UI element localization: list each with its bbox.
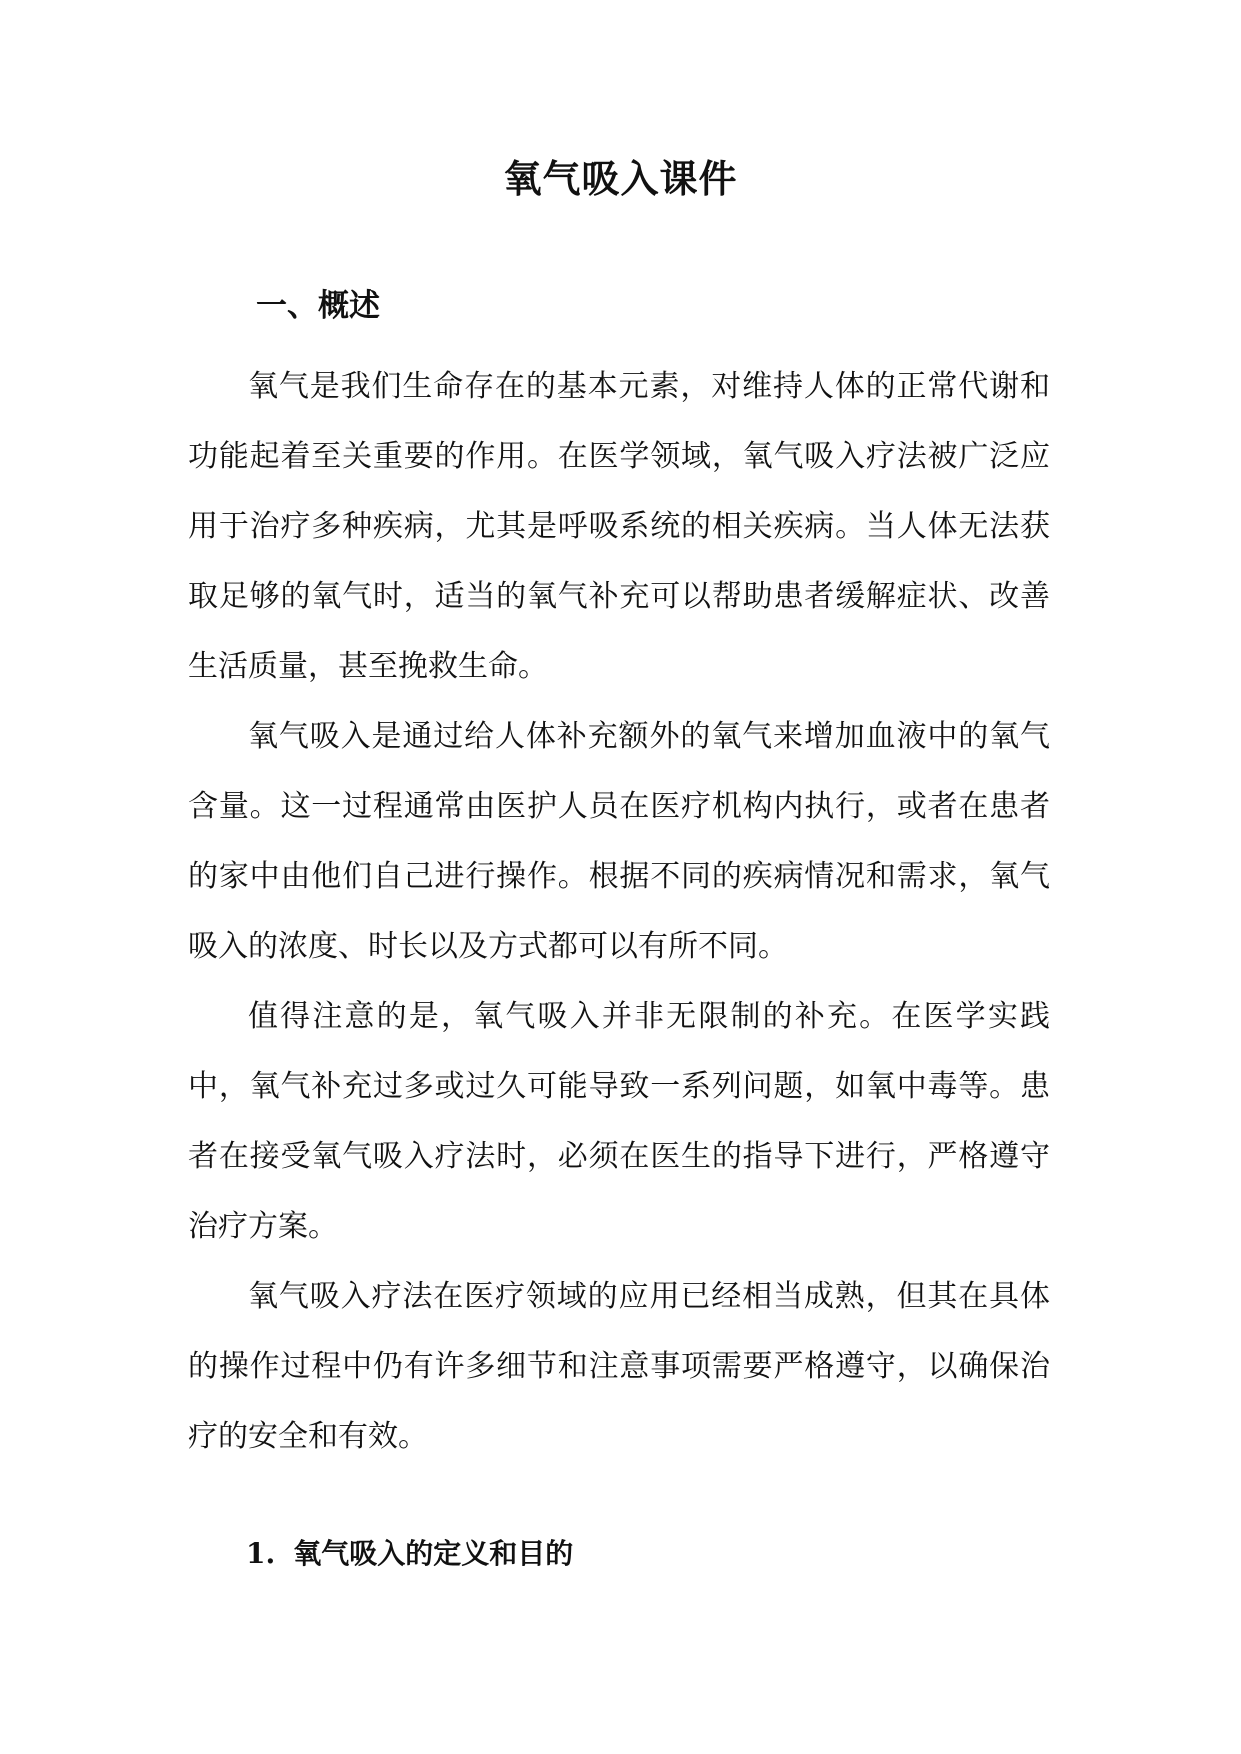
paragraph-1: 氧气是我们生命存在的基本元素，对维持人体的正常代谢和功能起着至关重要的作用。在医学领域，氧气吸入疗法被广泛应用于治疗多种疾病，尤其是呼吸系统的相关疾病。当人体无法获取足够的氧气时，适当的氧气补充可以帮助患者缓解症状、改善生活质量，甚至挽救生命。 bbox=[188, 369, 1050, 684]
section-heading-overview: 一、概述 bbox=[256, 288, 380, 324]
subsection-number: 1. bbox=[246, 1537, 276, 1570]
paragraph-4: 氧气吸入疗法在医疗领域的应用已经相当成熟，但其在具体的操作过程中仍有许多细节和注意事项需要严格遵守，以确保治疗的安全和有效。 bbox=[188, 1279, 1050, 1454]
body-text bbox=[188, 352, 1050, 1472]
subsection-title: 氧气吸入的定义和目的 bbox=[293, 1537, 574, 1570]
paragraph-2: 氧气吸入是通过给人体补充额外的氧气来增加血液中的氧气含量。这一过程通常由医护人员在医疗机构内执行，或者在患者的家中由他们自己进行操作。根据不同的疾病情况和需求，氧气吸入的浓度、时长以及方式都可以有所不同。 bbox=[188, 719, 1050, 964]
document-title: 氧气吸入课件 bbox=[503, 156, 738, 201]
subsection-heading bbox=[246, 1532, 573, 1572]
paragraph-3: 值得注意的是，氧气吸入并非无限制的补充。在医学实践中，氧气补充过多或过久可能导致一系列问题，如氧中毒等。患者在接受氧气吸入疗法时，必须在医生的指导下进行，严格遵守治疗方案。 bbox=[188, 999, 1050, 1244]
